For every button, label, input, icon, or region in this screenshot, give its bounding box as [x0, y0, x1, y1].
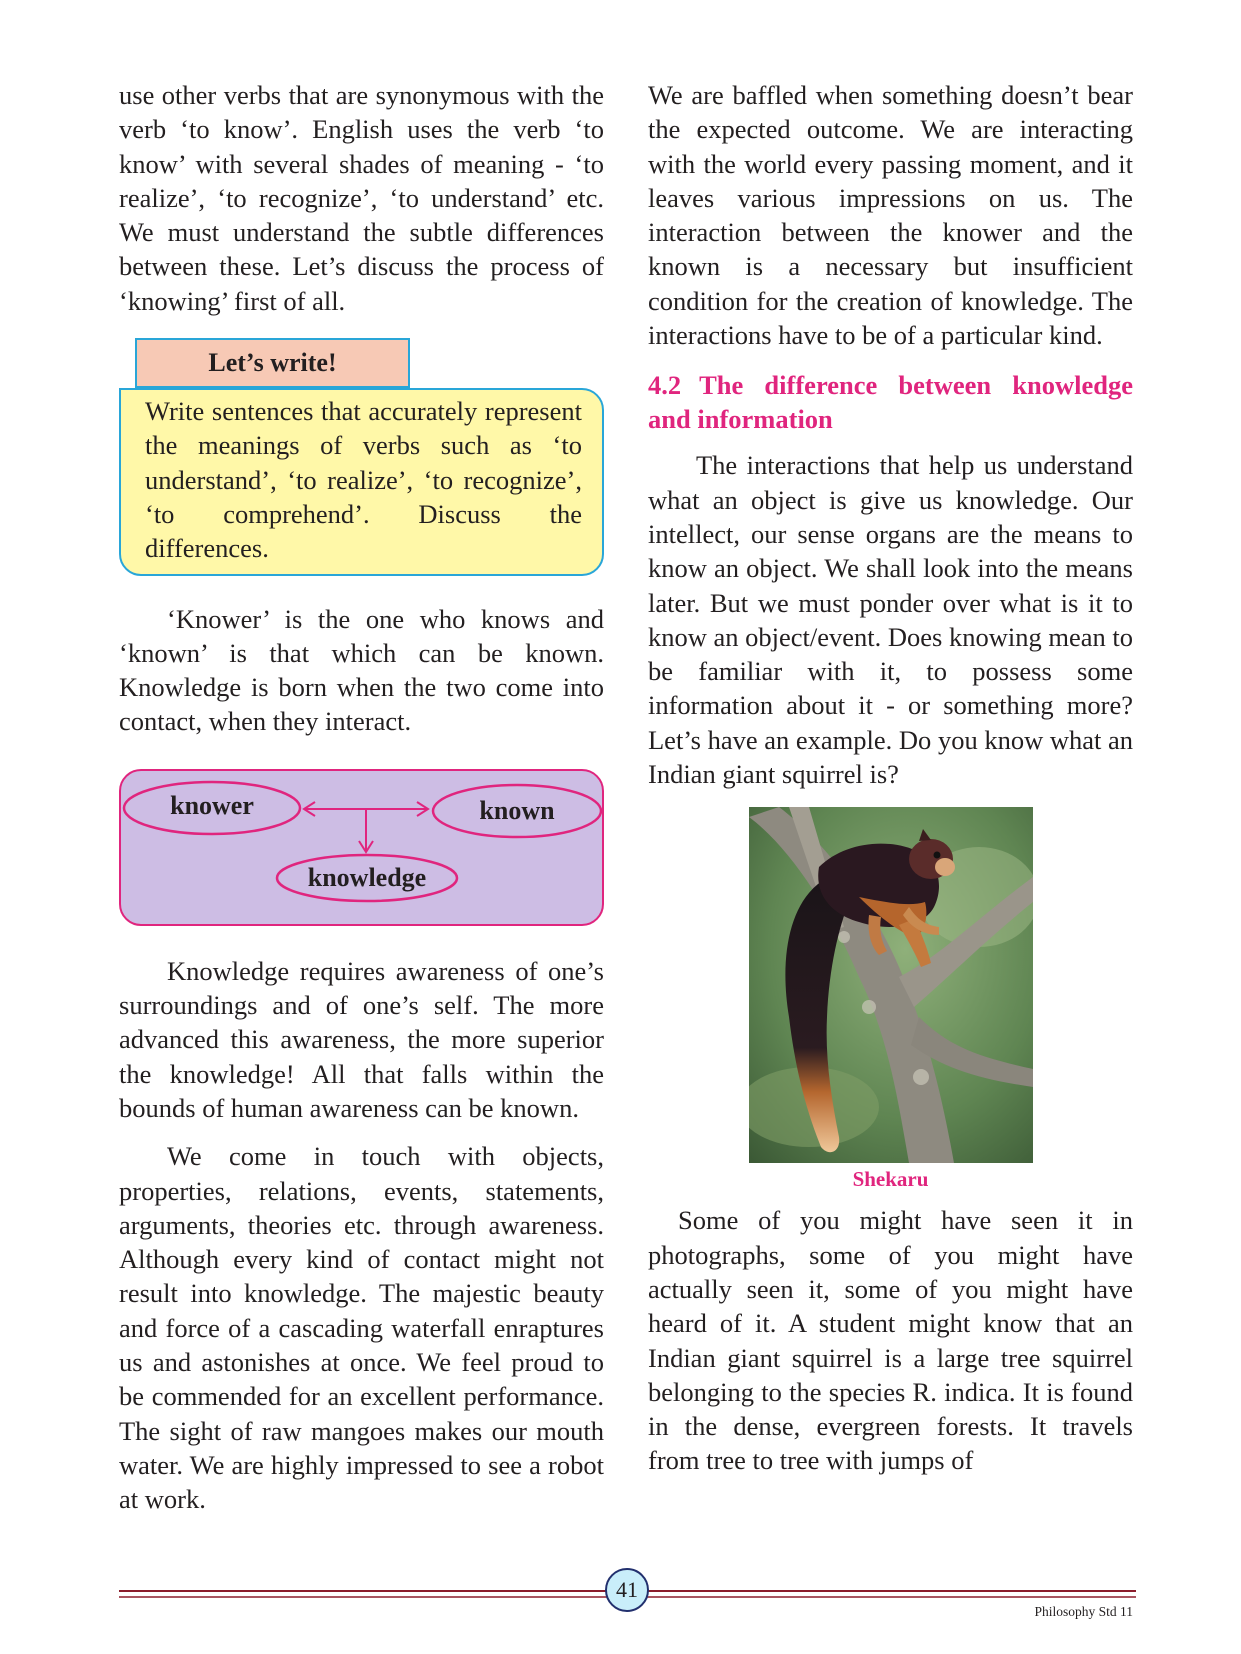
paragraph: The interactions that help us understand what an object is give us knowledge. Our intellect, our sense organs are the means to know an object. We shall look into the means later. But we must ponder over what is it to know an object/event. Does knowing mean to be familiar with it, to possess some information about it - or something more? Let’s have an example. Do you know what an Indian giant squirrel is? — [648, 450, 1133, 790]
figure-caption: Shekaru — [852, 1167, 929, 1192]
paragraph: Knowledge requires awareness of one’s surroundings and of one’s self. The more advanced this awareness, the more superior the knowledge! All that falls within the bounds of human awareness can be known. — [119, 955, 604, 1123]
section-heading — [648, 368, 1133, 436]
section-number: 4.2 — [648, 370, 682, 401]
paragraph: We come in touch with objects, properties, relations, events, statements, arguments, theories etc. through awareness. Although every kind of contact might not result into knowledge. The majestic beauty and force of a cascading waterfall enraptures us and astonishes at once. We feel proud to be commended for an excellent performance. The sight of raw mangoes makes our mouth water. We are highly impressed to see a robot at work. — [119, 1141, 604, 1515]
squirrel-photo — [749, 807, 1033, 1163]
known-label: known — [479, 795, 555, 825]
paragraph: use other verbs that are synonymous with the verb ‘to know’. English uses the verb ‘to know’ with several shades of meaning - ‘to realize’, ‘to recognize’, ‘to understand’ etc. We must understand the subtle differences between these. Let’s discuss the process of ‘knowing’ first of all. — [119, 80, 604, 316]
paragraph: We are baffled when something doesn’t bear the expected outcome. We are interacting with the world every passing moment, and it leaves various impressions on us. The interaction between the knower and the known is a necessary but insufficient condition for the creation of knowledge. The interactions have to be of a particular kind. — [648, 80, 1133, 351]
squirrel-figure — [648, 807, 1133, 1193]
page-number: 41 — [605, 1568, 649, 1612]
left-column — [119, 78, 604, 1517]
paragraph: Some of you might have seen it in photographs, some of you might have actually seen it, some of you might have heard of it. A student might know that an Indian giant squirrel is a large tree squirrel belonging to the species R. indica. It is found in the dense, evergreen forests. It travels from tree to tree with jumps of — [648, 1205, 1133, 1476]
section-title: The difference between knowledge and information — [648, 370, 1133, 435]
knowledge-label: knowledge — [307, 862, 427, 892]
knower-label: knower — [170, 790, 254, 820]
activity-title: Let’s write! — [135, 338, 410, 388]
activity-box — [119, 388, 604, 575]
book-title: Philosophy Std 11 — [1034, 1604, 1133, 1619]
paragraph: ‘Knower’ is the one who knows and ‘known’ is that which can be known. Knowledge is born when the two come into contact, when they interact. — [119, 603, 604, 737]
activity-text: Write sentences that accurately represent the meanings of verbs such as ‘to understand’, ‘to realize’, ‘to recognize’, ‘to comprehend’. Discuss the differences. — [145, 396, 582, 564]
knower-known-diagram — [119, 769, 604, 926]
right-column — [648, 78, 1133, 1478]
